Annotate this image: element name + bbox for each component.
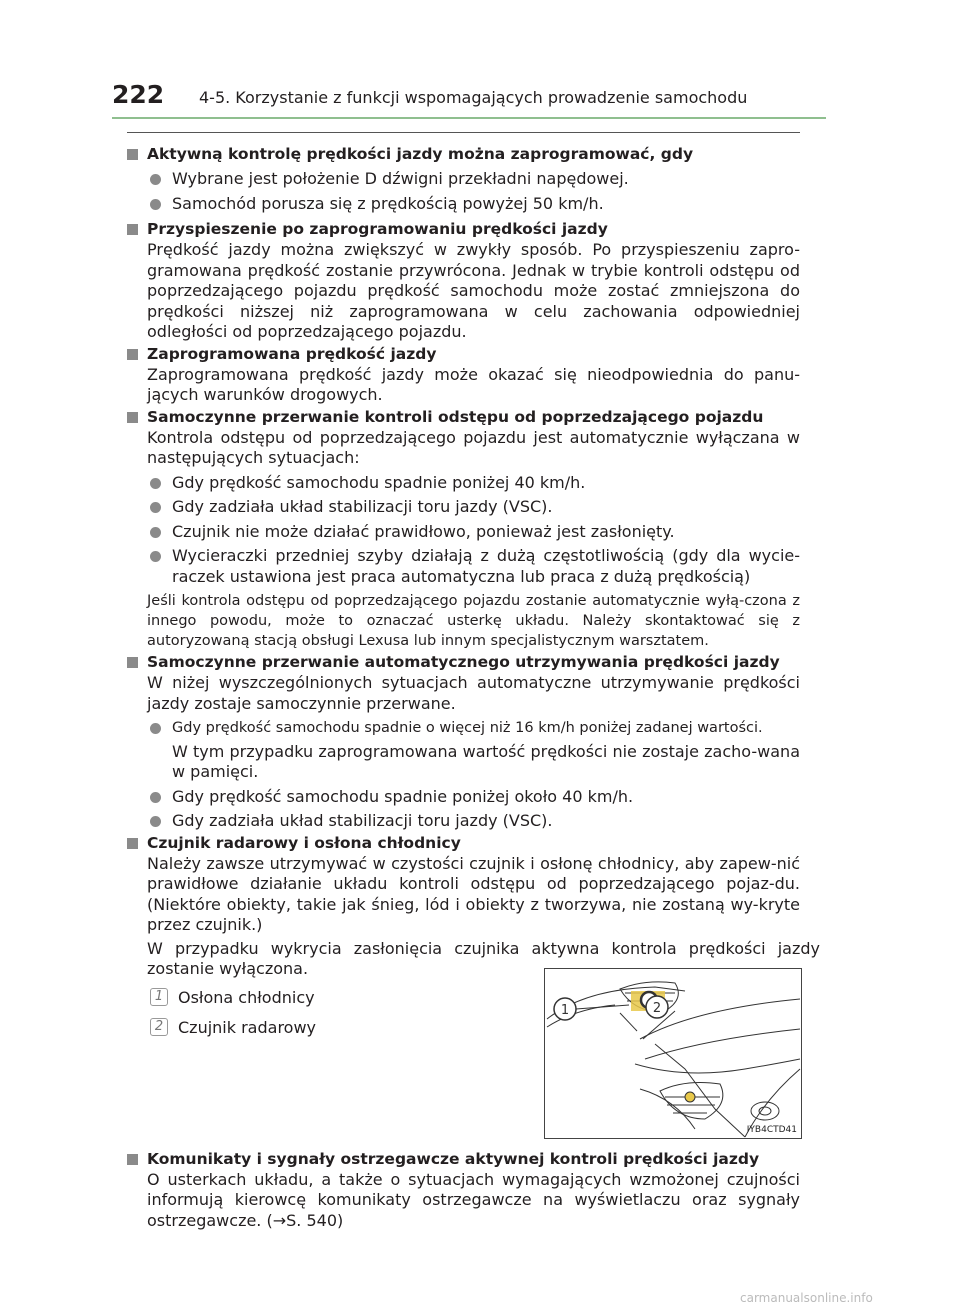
bullet-item: Samochód porusza się z prędkością powyżej 50 km/h. (147, 194, 800, 215)
note-paragraph: Jeśli kontrola odstępu od poprzedzającego pojazdu zostanie automatycznie wyłą-czona z innego powodu, może to oznaczać usterkę układu. Należy skontaktować się z autoryzowaną stacją obsługi Lexusa lub innym specjalistycznym warsztatem. (147, 593, 800, 649)
bullet-item: Gdy prędkość samochodu spadnie o więcej niż 16 km/h poniżej zadanej wartości. (147, 718, 800, 739)
paragraph: Kontrola odstępu od poprzedzającego pojazdu jest automatycznie wyłączana w następujących sytuacjach: (147, 427, 800, 467)
section-warnings (127, 1148, 800, 1232)
legend-number: 2 (150, 1018, 168, 1036)
legend-item-sensor (150, 1018, 316, 1037)
bullet-item: Czujnik nie może działać prawidłowo, ponieważ jest zasłonięty. (147, 522, 800, 543)
callout-1-label: 1 (560, 1003, 570, 1018)
section-acceleration (127, 218, 800, 343)
paragraph: W przypadku wykrycia zasłonięcia czujnika aktywna kontrola prędkości jazdy zostanie wyłączona. (147, 938, 820, 978)
section-heading: Zaprogramowana prędkość jazdy (147, 343, 800, 365)
paragraph: Prędkość jazdy można zwiększyć w zwykły sposób. Po przyspieszeniu zapro-gramowana prędkość zostanie przywrócona. Jednak w trybie kontroli odstępu od poprzedzającego pojazdu prędkość samochodu może zostać zmniejszona do prędkości niższej niż zaprogramowana w celu zachowania odpowiedniej odległości od poprzedzającego pojazdu. (147, 240, 800, 341)
car-front-drawing (545, 969, 801, 1138)
legend-label: Osłona chłodnicy (178, 987, 315, 1007)
lexus-emblem-small (685, 1092, 695, 1102)
section-cruise-cancel (127, 651, 800, 832)
figure-code: IYB4CTD41 (746, 1125, 797, 1135)
bullet-continuation: W tym przypadku zaprogramowana wartość prędkości nie zostaje zacho-wana w pamięci. (172, 741, 800, 781)
bullet-item: Wycieraczki przedniej szyby działają z dużą częstotliwością (gdy dla wycie-raczek ustawiona jest praca automatyczna lub praca z dużą prędkością) (147, 546, 800, 587)
bullet-item: Gdy prędkość samochodu spadnie poniżej 40 km/h. (147, 473, 800, 494)
section-heading: Czujnik radarowy i osłona chłodnicy (147, 832, 800, 854)
section-heading: Komunikaty i sygnały ostrzegawcze aktywnej kontroli prędkości jazdy (147, 1148, 800, 1170)
section-heading: Samoczynne przerwanie kontroli odstępu od poprzedzającego pojazdu (147, 406, 800, 428)
legend-label: Czujnik radarowy (178, 1017, 317, 1037)
section-heading: Przyspieszenie po zaprogramowaniu prędkości jazdy (147, 218, 800, 240)
section-heading: Samoczynne przerwanie automatycznego utrzymywania prędkości jazdy (147, 651, 800, 673)
bullet-item: Gdy zadziała układ stabilizacji toru jazdy (VSC). (147, 497, 800, 518)
bullet-item: Wybrane jest położenie D dźwigni przekładni napędowej. (147, 169, 800, 190)
content-divider (127, 132, 800, 133)
section-activation-conditions (127, 143, 800, 214)
car-front-illustration (544, 968, 802, 1139)
page-header (0, 0, 960, 118)
paragraph: W niżej wyszczególnionych sytuacjach automatyczne utrzymywanie prędkości jazdy zostaje samoczynnie przerwane. (147, 673, 800, 713)
footer-watermark: carmanualsonline.info (740, 1291, 873, 1305)
chapter-title: 4-5. Korzystanie z funkcji wspomagających prowadzenie samochodu (199, 88, 748, 107)
legend-item-grille (150, 988, 315, 1007)
paragraph: O usterkach układu, a także o sytuacjach wymagających wzmożonej czujności informują kierowcę komunikaty ostrzegawcze na wyświetlaczu oraz sygnały ostrzegawcze. (→S. 540) (147, 1169, 800, 1230)
page-number: 222 (112, 80, 165, 109)
bullet-item: Gdy prędkość samochodu spadnie poniżej około 40 km/h. (147, 787, 800, 808)
callout-2-label: 2 (652, 1001, 662, 1016)
legend-number: 1 (150, 988, 168, 1006)
paragraph: Należy zawsze utrzymywać w czystości czujnik i osłonę chłodnicy, aby zapew-nić prawidłowe działanie układu kontroli odstępu od poprzedzającego pojaz-du. (Niektóre obiekty, takie jak śnieg, lód i obiekty z tworzywa, nie zostaną wy-kryte przez czujnik.) (147, 853, 800, 934)
bullet-item: Gdy zadziała układ stabilizacji toru jazdy (VSC). (147, 811, 800, 832)
paragraph: Zaprogramowana prędkość jazdy może okazać się nieodpowiednia do panu-jących warunków drogowych. (147, 364, 800, 404)
section-set-speed (127, 343, 800, 406)
section-distance-control-cancel (127, 406, 800, 652)
header-divider (112, 117, 826, 119)
section-heading: Aktywną kontrolę prędkości jazdy można zaprogramować, gdy (147, 143, 800, 165)
